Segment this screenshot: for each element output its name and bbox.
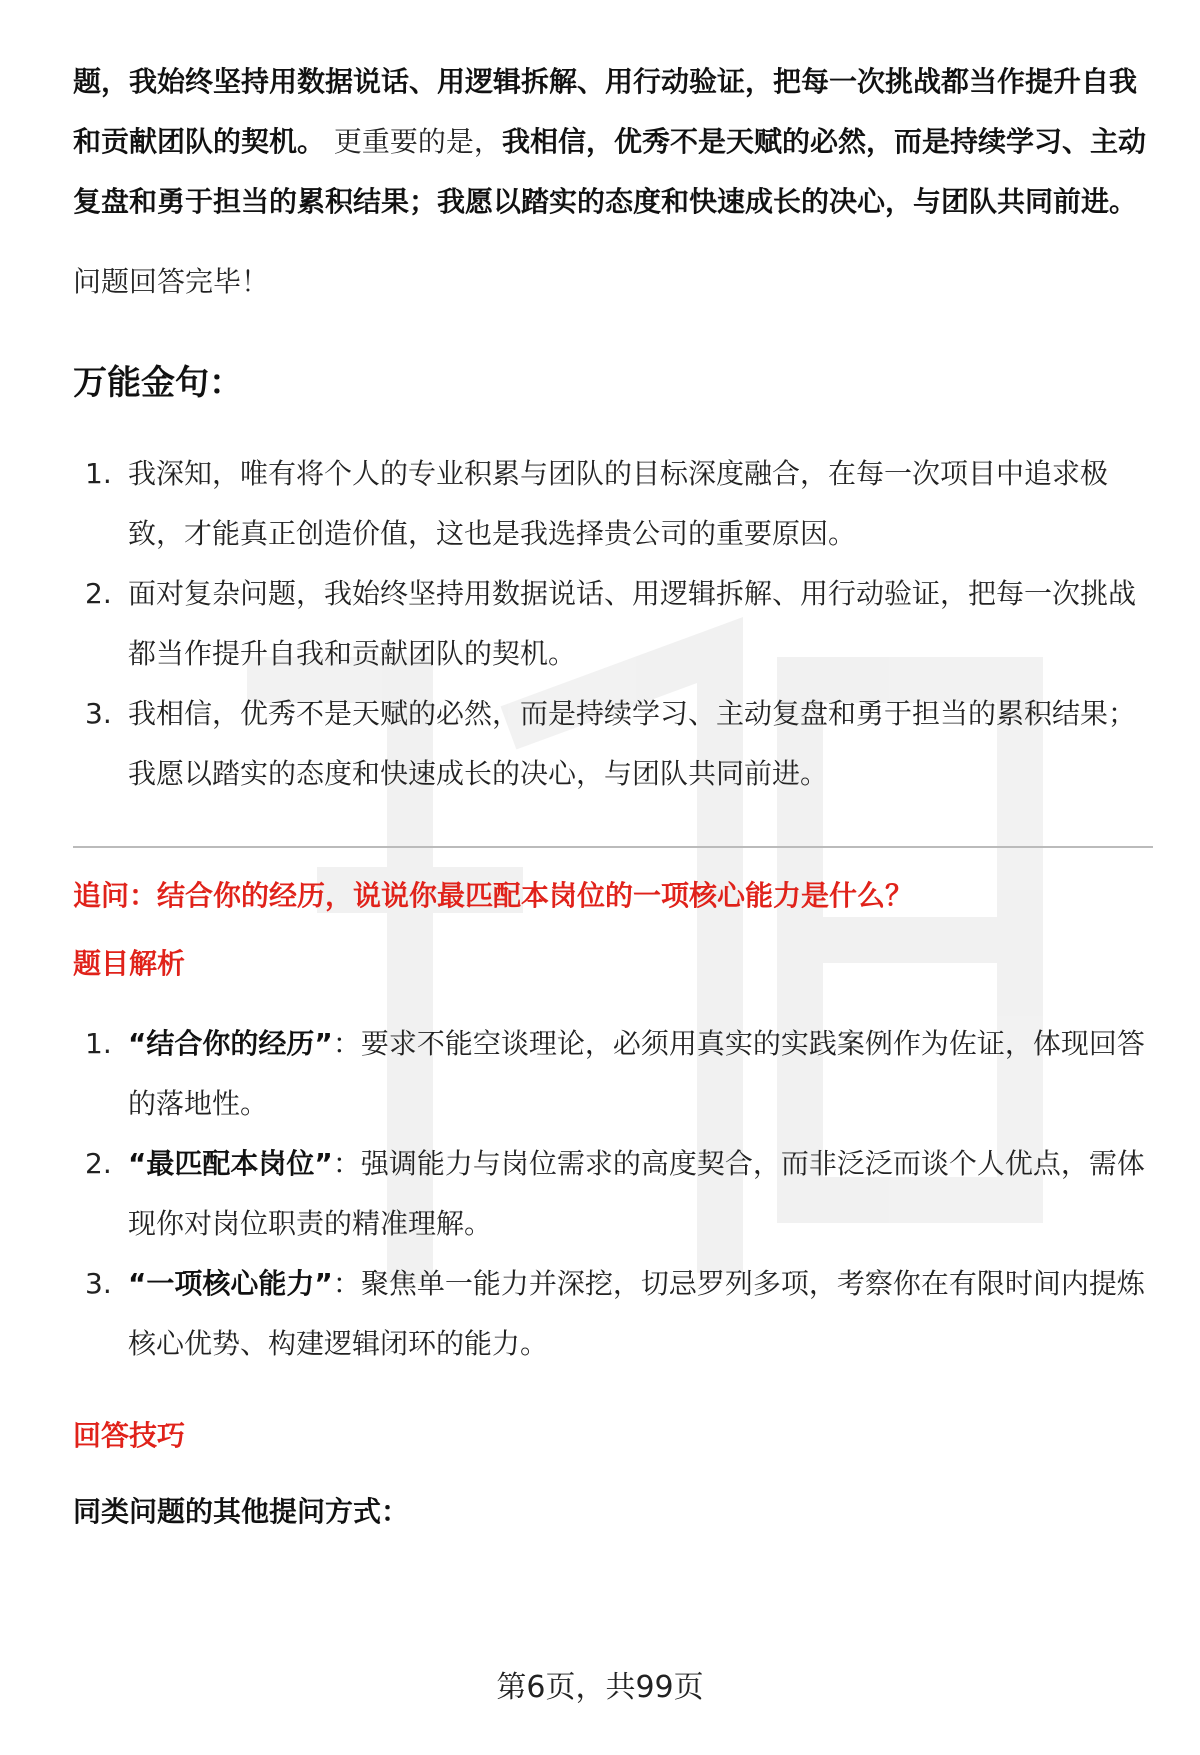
list-item-text: ：要求不能空谈理论，必须用真实的实践案例作为佐证，体现回答的落地性。 bbox=[128, 1027, 1145, 1120]
section-divider bbox=[73, 846, 1153, 848]
other-questions-heading: 同类问题的其他提问方式： bbox=[73, 1495, 410, 1528]
analysis-keyword: “结合你的经历” bbox=[128, 1027, 333, 1060]
analysis-list bbox=[73, 1014, 1153, 1374]
analysis-keyword: “最匹配本岗位” bbox=[128, 1147, 333, 1180]
intro-normal-part: 更重要的是， bbox=[333, 125, 502, 158]
list-item-text: 面对复杂问题，我始终坚持用数据说话、用逻辑拆解、用行动验证，把每一次挑战都当作提升自我和贡献团队的契机。 bbox=[128, 577, 1137, 670]
list-item bbox=[73, 1134, 1153, 1254]
intro-bold-part1: 题，我始终坚持用数据说话、用逻辑拆解、用行动验证，把每一次挑战都当作提升自我和贡献团队的契机。 bbox=[73, 65, 1138, 158]
answer-complete-text: 问题回答完毕！ bbox=[73, 265, 270, 298]
intro-paragraph bbox=[73, 52, 1153, 232]
follow-up-question: 追问：结合你的经历，说说你最匹配本岗位的一项核心能力是什么？ bbox=[73, 879, 914, 912]
page-number: 第6页，共99页 bbox=[496, 1670, 704, 1705]
list-item-text: ：聚焦单一能力并深挖，切忌罗列多项，考察你在有限时间内提炼核心优势、构建逻辑闭环的能力。 bbox=[128, 1267, 1145, 1360]
list-item-text: 我深知，唯有将个人的专业积累与团队的目标深度融合，在每一次项目中追求极致，才能真正创造价值，这也是我选择贵公司的重要原因。 bbox=[128, 457, 1109, 550]
list-item-text: 我相信，优秀不是天赋的必然，而是持续学习、主动复盘和勇于担当的累积结果；我愿以踏实的态度和快速成长的决心，与团队共同前进。 bbox=[128, 697, 1137, 790]
list-item bbox=[73, 684, 1153, 804]
list-item-text: ：强调能力与岗位需求的高度契合，而非泛泛而谈个人优点，需体现你对岗位职责的精准理解。 bbox=[128, 1147, 1145, 1240]
list-number: 1. bbox=[85, 457, 112, 490]
intro-bold-part2: 我相信，优秀不是天赋的必然，而是持续学习、主动复盘和勇于担当的累积结果；我愿以踏实的态度和快速成长的决心，与团队共同前进。 bbox=[73, 125, 1146, 218]
analysis-heading: 题目解析 bbox=[73, 947, 186, 980]
list-item bbox=[73, 1014, 1153, 1134]
list-number: 2. bbox=[85, 1147, 112, 1180]
tips-heading: 回答技巧 bbox=[73, 1419, 186, 1452]
list-number: 3. bbox=[85, 1267, 112, 1300]
golden-sentences-list bbox=[73, 444, 1153, 804]
list-number: 3. bbox=[85, 697, 112, 730]
golden-sentences-heading: 万能金句： bbox=[73, 363, 243, 403]
document-body bbox=[73, 52, 1153, 1532]
analysis-keyword: “一项核心能力” bbox=[128, 1267, 333, 1300]
list-item bbox=[73, 444, 1153, 564]
list-item bbox=[73, 564, 1153, 684]
list-number: 2. bbox=[85, 577, 112, 610]
list-number: 1. bbox=[85, 1027, 112, 1060]
list-item bbox=[73, 1254, 1153, 1374]
